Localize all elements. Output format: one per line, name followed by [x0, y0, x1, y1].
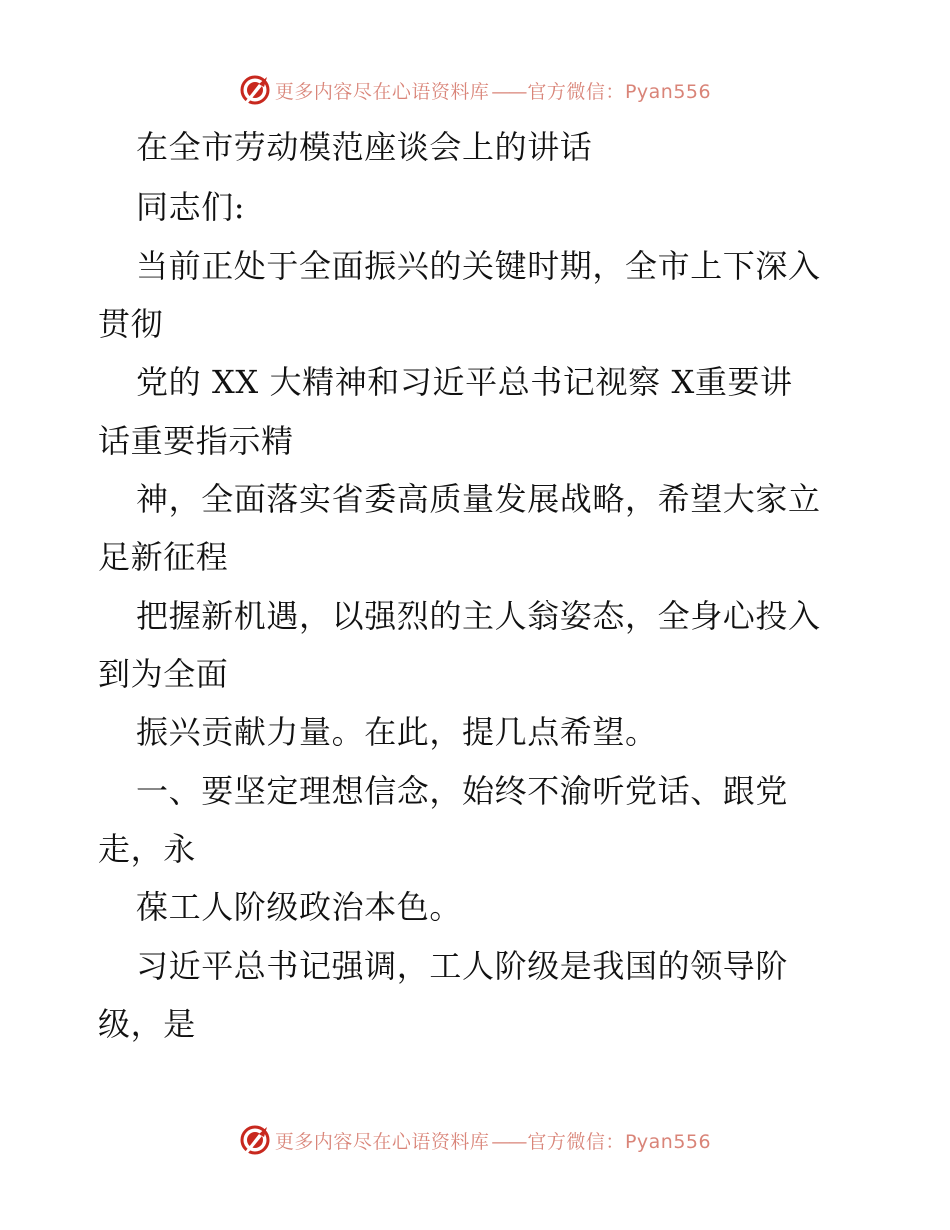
paragraph-line: 话重要指示精	[98, 422, 294, 460]
quill-seal-icon	[239, 1124, 271, 1156]
paragraph-line: 党的 XX 大精神和习近平总书记视察 X重要讲	[136, 363, 793, 401]
paragraph-line: 葆工人阶级政治本色。	[136, 888, 463, 926]
paragraph-line: 把握新机遇，以强烈的主人翁姿态，全身心投入	[136, 597, 821, 635]
banner-text: 更多内容尽在心语资料库 —— 官方微信：Pyan556	[274, 1130, 712, 1153]
paragraph-line: 当前正处于全面振兴的关键时期，全市上下深入	[136, 247, 821, 285]
footer-banner	[0, 1122, 950, 1158]
paragraph-line: 习近平总书记强调，工人阶级是我国的领导阶	[136, 947, 789, 985]
paragraph-line: 振兴贡献力量。在此，提几点希望。	[136, 713, 658, 751]
paragraph-line: 走，永	[98, 830, 196, 868]
quill-seal-icon	[239, 74, 271, 106]
document-title: 在全市劳动模范座谈会上的讲话	[136, 128, 593, 166]
paragraph-line: 级，是	[98, 1005, 196, 1043]
paragraph-line: 贯彻	[98, 305, 164, 343]
paragraph-line: 到为全面	[98, 655, 229, 693]
paragraph-line: 一、要坚定理想信念，始终不渝听党话、跟党	[136, 772, 789, 810]
paragraph-line: 同志们:	[136, 188, 246, 226]
banner-text: 更多内容尽在心语资料库 —— 官方微信：Pyan556	[274, 80, 712, 103]
header-banner	[0, 72, 950, 108]
paragraph-line: 足新征程	[98, 538, 229, 576]
paragraph-line: 神，全面落实省委高质量发展战略，希望大家立	[136, 480, 821, 518]
